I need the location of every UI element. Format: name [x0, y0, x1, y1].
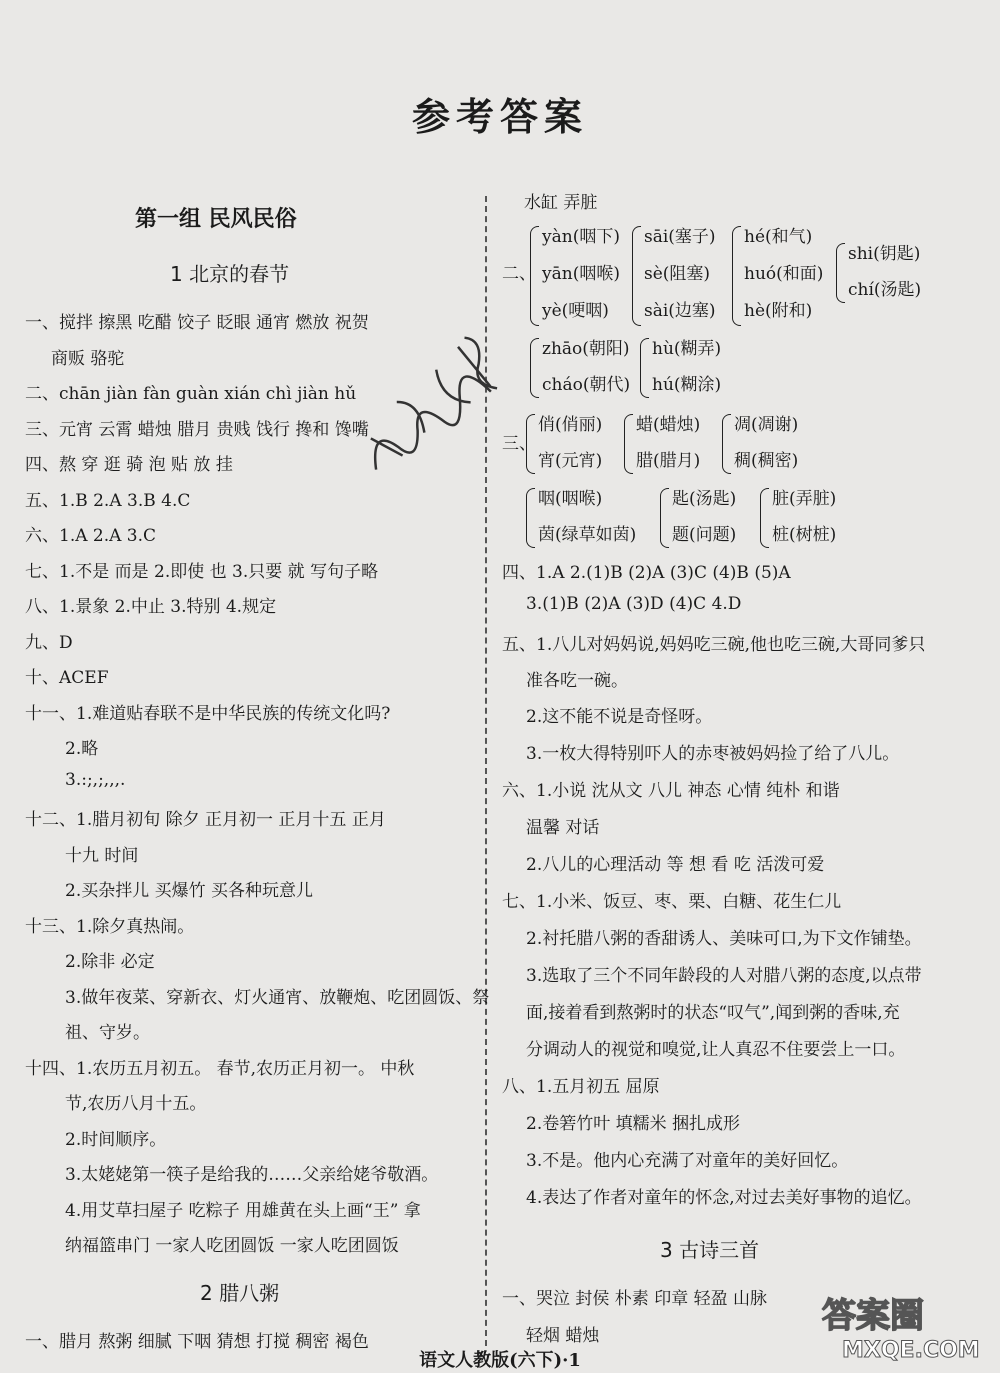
brace-item: 俏(俏丽) — [538, 415, 603, 435]
answer-line: 2.除非 必定 — [65, 952, 155, 972]
answer-line: 2.买杂拌儿 买爆竹 买各种玩意儿 — [65, 881, 314, 901]
answer-line: 3.:;,;,,,. — [65, 770, 126, 790]
answer-line: 十二、1.腊月初旬 除夕 正月初一 正月十五 正月 — [25, 810, 386, 830]
answer-line: 十九 时间 — [65, 846, 139, 866]
answer-line: 三、元宵 云霄 蜡烛 腊月 贵贱 饯行 搀和 馋嘴 — [25, 420, 369, 440]
question-label: 三、 — [502, 434, 536, 454]
brace-item: hù(糊弄) — [652, 339, 722, 359]
brace-item: yàn(咽下) — [542, 227, 620, 247]
brace-item: sài(边塞) — [644, 301, 716, 321]
brace-item: cháo(朝代) — [542, 375, 631, 395]
answer-line: 六、1.小说 沈从文 八儿 神态 心情 纯朴 和谐 — [502, 781, 840, 801]
brace-item: 匙(汤匙) — [672, 489, 737, 509]
answer-line: 2.略 — [65, 739, 99, 759]
brace-item: 宵(元宵) — [538, 451, 603, 471]
brace-item: yān(咽喉) — [542, 264, 620, 284]
answer-line: 3.太姥姥第一筷子是给我的……父亲给姥爷敬酒。 — [65, 1165, 439, 1185]
lesson-title-3: 3 古诗三首 — [660, 1238, 760, 1262]
answer-line: 一、腊月 熬粥 细腻 下咽 猜想 打搅 稠密 褐色 — [25, 1332, 369, 1352]
page-title: 参考答案 — [411, 95, 588, 139]
brace-item: hé(和气) — [744, 227, 813, 247]
brace-item: sāi(塞子) — [644, 227, 716, 247]
answer-line: 商贩 骆驼 — [51, 349, 125, 369]
answer-line: 3.选取了三个不同年龄段的人对腊八粥的态度,以点带 — [526, 966, 922, 986]
brace-item: 题(问题) — [672, 525, 737, 545]
answer-line: 准各吃一碗。 — [526, 671, 628, 691]
answer-line: 2.衬托腊八粥的香甜诱人、美味可口,为下文作铺垫。 — [526, 929, 922, 949]
brace-item: yè(哽咽) — [542, 301, 609, 321]
answer-line: 节,农历八月十五。 — [65, 1094, 207, 1114]
lesson-title-2: 2 腊八粥 — [200, 1281, 280, 1305]
lesson-title-1: 1 北京的春节 — [170, 262, 290, 286]
answer-line: 八、1.景象 2.中止 3.特别 4.规定 — [25, 597, 277, 617]
brace-item: 稠(稠密) — [734, 451, 799, 471]
answer-line: 四、1.A 2.(1)B (2)A (3)C (4)B (5)A — [502, 563, 791, 583]
brace-icon — [632, 226, 641, 326]
brace-item: chí(汤匙) — [848, 280, 922, 300]
brace-item: 咽(咽喉) — [538, 489, 603, 509]
brace-item: 蜡(蜡烛) — [636, 415, 701, 435]
answer-line: 2.这不能不说是奇怪呀。 — [526, 707, 713, 727]
answer-line: 温馨 对话 — [526, 818, 600, 838]
answer-line: 九、D — [25, 633, 73, 653]
brace-icon — [530, 226, 539, 326]
answer-line: 五、1.八儿对妈妈说,妈妈吃三碗,他也吃三碗,大哥同爹只 — [502, 635, 926, 655]
answer-line: 六、1.A 2.A 3.C — [25, 526, 157, 546]
svg-text:MXQE.COM: MXQE.COM — [842, 1338, 980, 1363]
brace-icon — [530, 338, 539, 398]
group-title: 第一组 民风民俗 — [135, 207, 297, 232]
brace-item: 茵(绿草如茵) — [538, 525, 637, 545]
brace-item: 凋(凋谢) — [734, 415, 799, 435]
brace-icon — [722, 414, 731, 474]
answer-line: 2.时间顺序。 — [65, 1130, 167, 1150]
brace-item: shi(钥匙) — [848, 244, 921, 264]
answer-line: 一、哭泣 封侯 朴素 印章 轻盈 山脉 — [502, 1289, 768, 1309]
answer-line: 3.不是。他内心充满了对童年的美好回忆。 — [526, 1151, 849, 1171]
brace-item: 腊(腊月) — [636, 451, 701, 471]
answer-line: 七、1.不是 而是 2.即使 也 3.只要 就 写句子略 — [25, 562, 379, 582]
brace-icon — [624, 414, 633, 474]
brace-item: 脏(弄脏) — [772, 489, 837, 509]
answer-line: 五、1.B 2.A 3.B 4.C — [25, 491, 191, 511]
answer-line: 四、熬 穿 逛 骑 泡 贴 放 挂 — [25, 455, 233, 475]
answer-line: 分调动人的视觉和嗅觉,让人真忍不住要尝上一口。 — [526, 1040, 906, 1060]
answer-line: 2.卷箬竹叶 填糯米 捆扎成形 — [526, 1114, 741, 1134]
handwritten-mark-icon — [325, 310, 545, 509]
answer-line: 纳福篮串门 一家人吃团圆饭 一家人吃团圆饭 — [65, 1236, 399, 1256]
answer-line: 十三、1.除夕真热闹。 — [25, 917, 195, 937]
brace-item: sè(阻塞) — [644, 264, 711, 284]
answer-line: 二、chān jiàn fàn guàn xián chì jiàn hǔ — [25, 384, 357, 404]
answer-line: 3.一枚大得特别吓人的赤枣被妈妈捡了给了八儿。 — [526, 744, 900, 764]
page-footer: 语文人教版(六下)·1 — [419, 1350, 581, 1371]
brace-item: huó(和面) — [744, 264, 824, 284]
brace-item: 桩(树桩) — [772, 525, 837, 545]
answer-line: 轻烟 蜡烛 — [526, 1326, 600, 1346]
answer-line: 七、1.小米、饭豆、枣、栗、白糖、花生仁儿 — [502, 892, 842, 912]
brace-icon — [732, 226, 741, 326]
brace-item: hè(附和) — [744, 301, 813, 321]
answer-line: 3.(1)B (2)A (3)D (4)C 4.D — [526, 594, 742, 614]
answer-line: 八、1.五月初五 屈原 — [502, 1077, 660, 1097]
answer-line: 十一、1.难道贴春联不是中华民族的传统文化吗? — [25, 704, 391, 724]
answer-line: 3.做年夜菜、穿新衣、灯火通宵、放鞭炮、吃团圆饭、祭 — [65, 988, 490, 1008]
brace-icon — [836, 243, 845, 303]
answer-line: 十四、1.农历五月初五。 春节,农历正月初一。 中秋 — [25, 1059, 415, 1079]
brace-icon — [526, 488, 535, 548]
brace-icon — [640, 338, 649, 398]
brace-item: hú(糊涂) — [652, 375, 722, 395]
brace-item: zhāo(朝阳) — [542, 339, 630, 359]
answer-line: 4.表达了作者对童年的怀念,对过去美好事物的追忆。 — [526, 1188, 922, 1208]
brace-icon — [660, 488, 669, 548]
brace-icon — [760, 488, 769, 548]
question-label: 二、 — [502, 264, 536, 284]
answer-line: 祖、守岁。 — [65, 1023, 150, 1043]
svg-text:答案圈: 答案圈 — [822, 1296, 924, 1336]
answer-line: 4.用艾草扫屋子 吃粽子 用雄黄在头上画“王” 拿 — [65, 1201, 421, 1221]
answer-line: 面,接着看到熬粥时的状态“叹气”,闻到粥的香味,充 — [526, 1003, 900, 1023]
answer-line: 十、ACEF — [25, 668, 109, 688]
answer-line: 水缸 弄脏 — [524, 193, 598, 213]
answer-line: 一、搅拌 擦黑 吃醋 饺子 眨眼 通宵 燃放 祝贺 — [25, 313, 369, 333]
answer-line: 2.八儿的心理活动 等 想 看 吃 活泼可爱 — [526, 855, 825, 875]
